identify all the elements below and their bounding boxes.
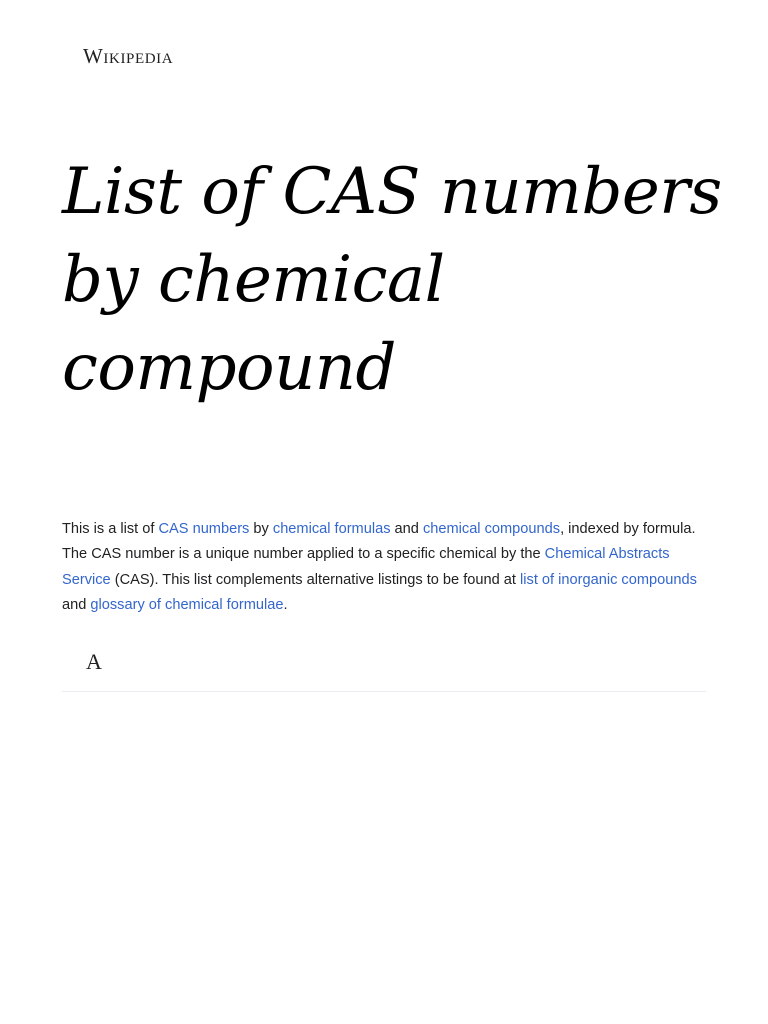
section-a[interactable] [62, 641, 706, 692]
link-list-of-inorganic-compounds[interactable]: list of inorganic compounds [520, 571, 697, 588]
section-heading[interactable]: A [86, 649, 102, 674]
intro-paragraph [62, 517, 702, 618]
intro-text: (CAS). This list complements alternative listings to be found at [110, 571, 521, 588]
link-chemical-abstracts-service[interactable]: Chemical Abstracts Service [62, 546, 670, 588]
intro-text: and [62, 596, 91, 613]
link-chemical-formulas[interactable]: chemical formulas [272, 521, 391, 537]
link-chemical-compounds[interactable]: chemical compounds [422, 521, 561, 537]
intro-text: , indexed by formula. The CAS number is a unique number applied to a specific chemical by the [62, 521, 696, 563]
intro-text: by [249, 521, 273, 537]
intro-text: and [390, 521, 423, 537]
link-glossary-of-chemical-formulae[interactable]: glossary of chemical formulae [90, 596, 284, 613]
intro-text: This is a list of [62, 521, 159, 537]
page-title: List of CAS numbers by chemical compound [62, 155, 722, 405]
wikipedia-wordmark[interactable]: Wikipedia [83, 44, 174, 68]
link-cas-numbers[interactable]: CAS numbers [158, 521, 250, 537]
intro-text: . [283, 596, 288, 613]
site-header [83, 42, 173, 72]
